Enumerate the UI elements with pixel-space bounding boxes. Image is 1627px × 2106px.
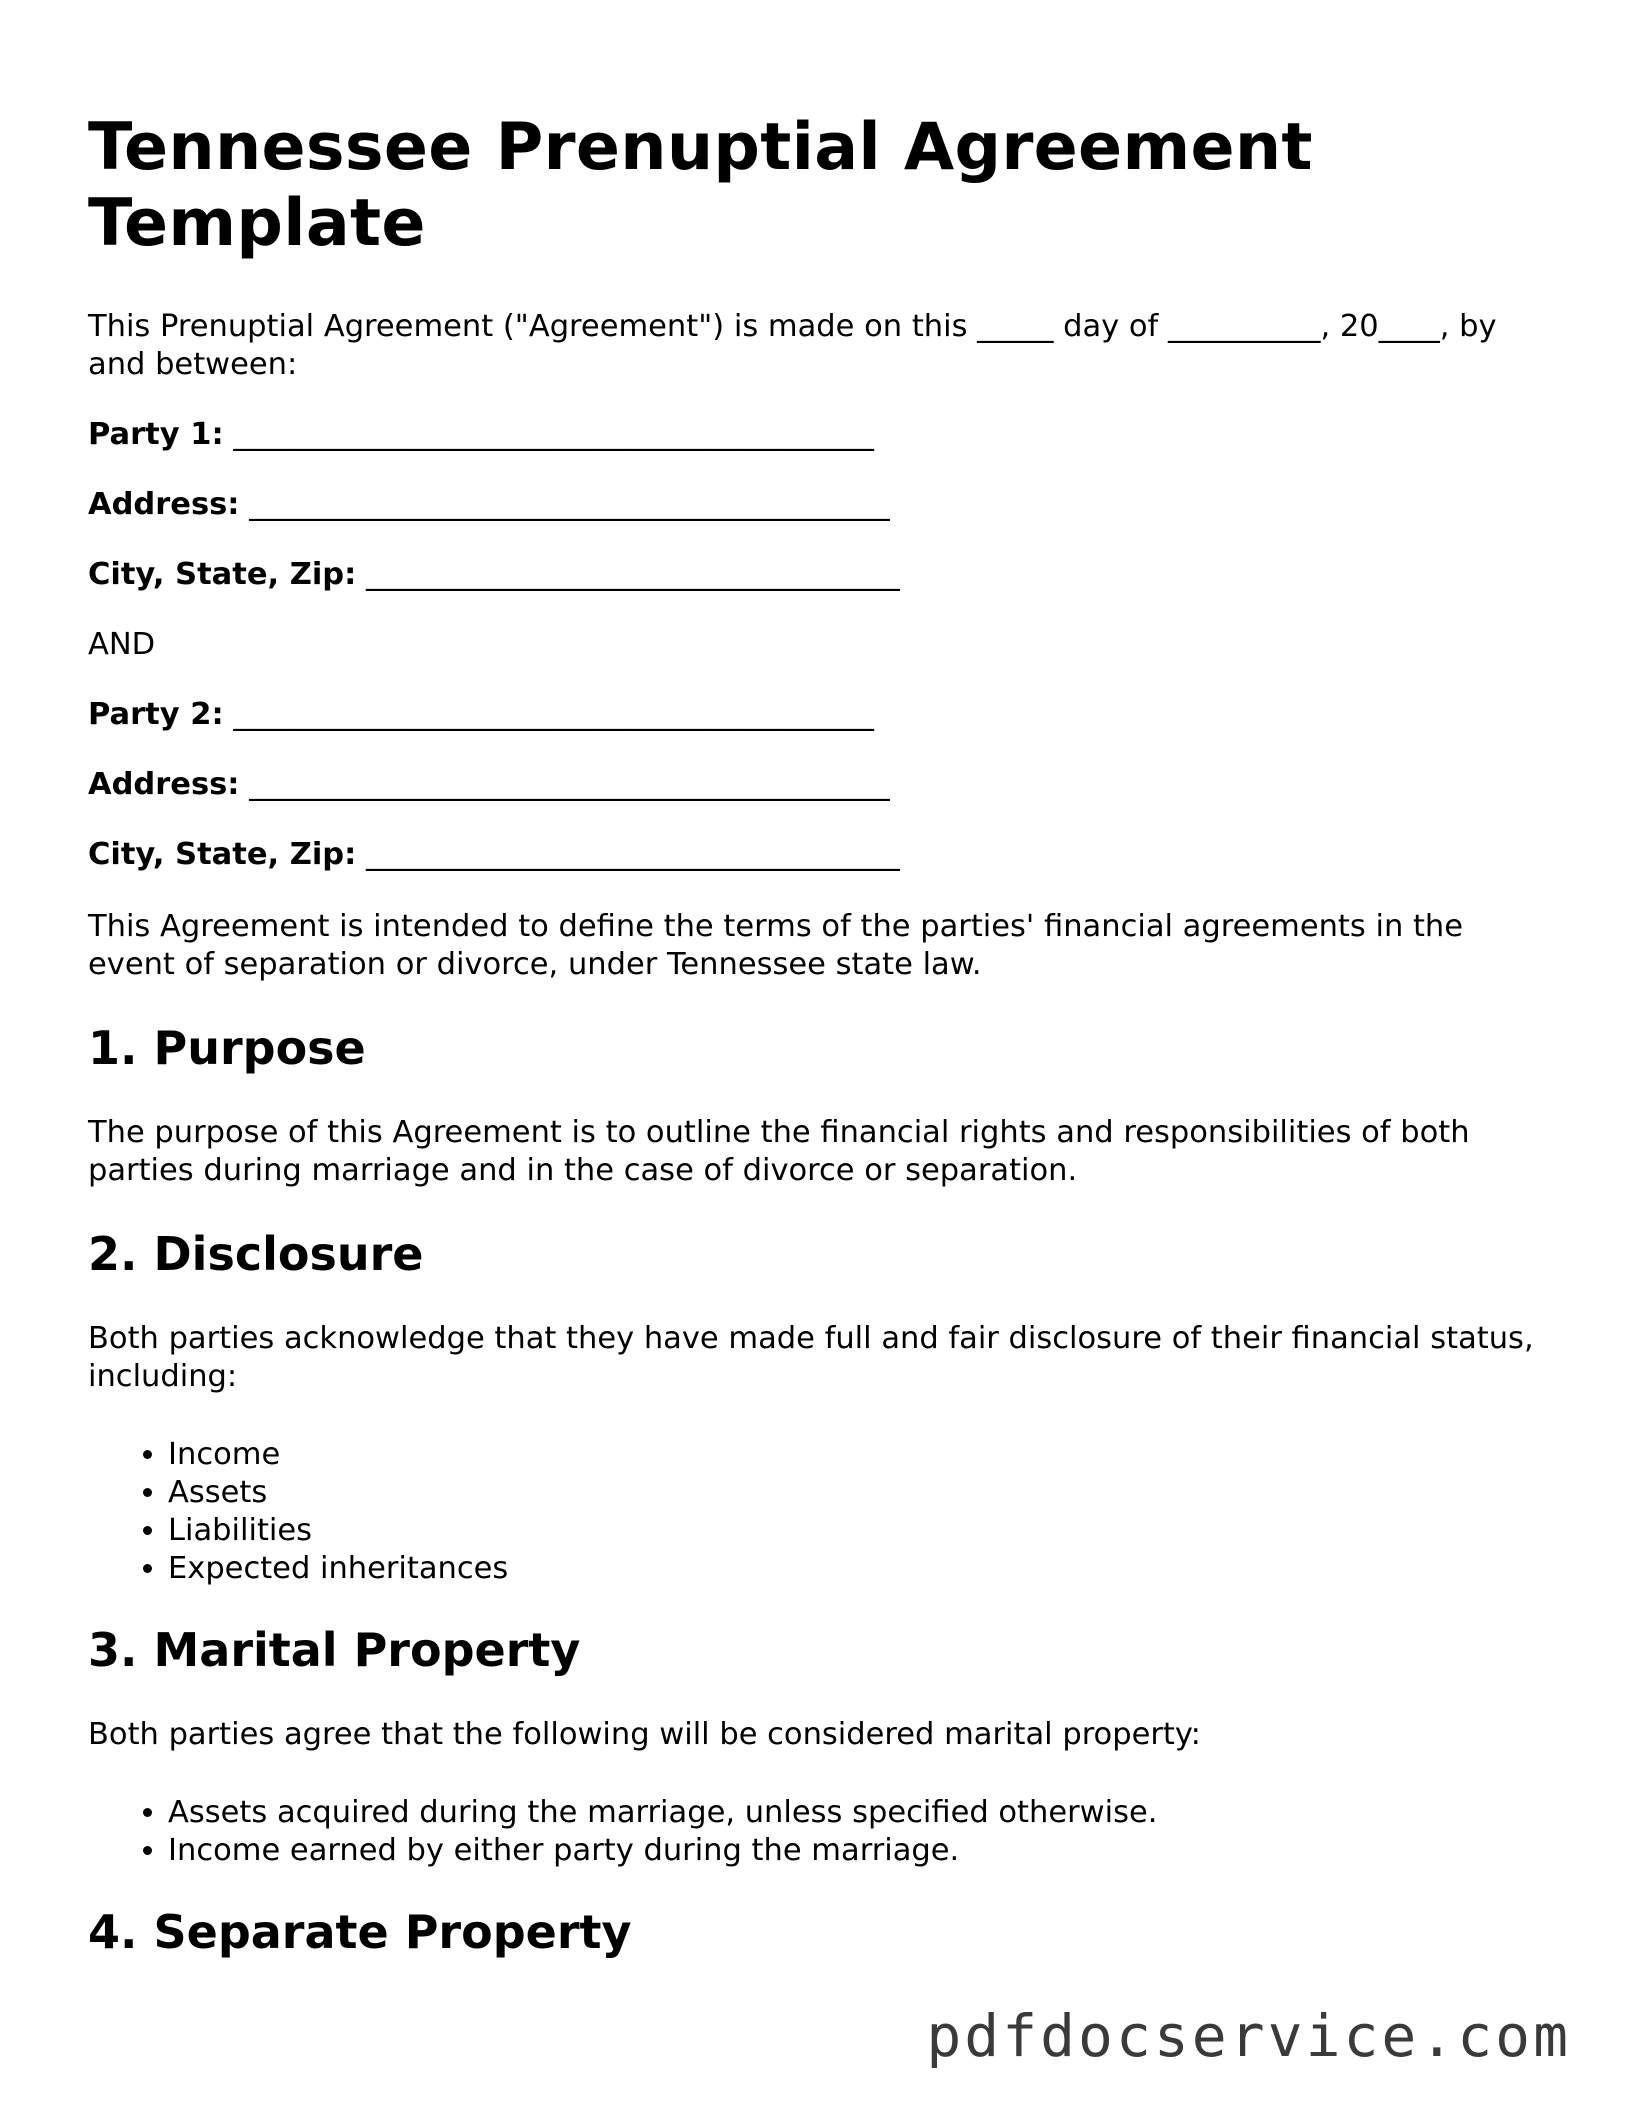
party2-address-label: Address: (88, 767, 240, 802)
list-item: • Income earned by either party during the marriage. (168, 1832, 1548, 1870)
marital-property-heading: 3. Marital Property (88, 1623, 581, 1677)
party2-name-blank: __________________________________________ (233, 697, 874, 732)
party2-address-field (88, 766, 1548, 804)
purpose-heading: 1. Purpose (88, 1021, 366, 1075)
document-title: Tennessee Prenuptial Agreement Template (88, 110, 1313, 261)
party1-name-field (88, 416, 1548, 454)
list-item: • Assets acquired during the marriage, unless specified otherwise. (168, 1794, 1548, 1832)
purpose-body: The purpose of this Agreement is to outline the financial rights and responsibilities of both parties during marriage and in the case of divorce or separation. (88, 1115, 1470, 1188)
disclosure-body: Both parties acknowledge that they have made full and fair disclosure of their financial status, including: (88, 1321, 1534, 1394)
document-page (88, 110, 1548, 1998)
party1-address-field (88, 486, 1548, 524)
party2-address-blank: __________________________________________ (249, 767, 890, 802)
party1-name-blank: __________________________________________ (233, 417, 874, 452)
party2-name-label: Party 2: (88, 697, 224, 732)
party2-city-label: City, State, Zip: (88, 837, 357, 872)
list-item: • Expected inheritances (168, 1550, 1548, 1588)
marital-property-list (88, 1794, 1548, 1870)
disclosure-list (88, 1436, 1548, 1588)
party1-address-label: Address: (88, 487, 240, 522)
list-item: • Assets (168, 1474, 1548, 1512)
party1-name-label: Party 1: (88, 417, 224, 452)
marital-property-body: Both parties agree that the following will be considered marital property: (88, 1717, 1201, 1752)
party1-city-label: City, State, Zip: (88, 557, 357, 592)
list-item: • Income (168, 1436, 1548, 1474)
party1-address-blank: __________________________________________ (249, 487, 890, 522)
disclosure-heading: 2. Disclosure (88, 1227, 424, 1281)
party2-city-field (88, 836, 1548, 874)
watermark: pdfdocservice.com (926, 2002, 1571, 2070)
party1-city-blank: ___________________________________ (366, 557, 900, 592)
intro-paragraph: This Prenuptial Agreement ("Agreement") is made on this _____ day of __________, 20____, by and between: (88, 309, 1497, 382)
and-separator: AND (88, 627, 156, 662)
party2-name-field (88, 696, 1548, 734)
party1-city-field (88, 556, 1548, 594)
separate-property-heading: 4. Separate Property (88, 1905, 632, 1959)
scope-paragraph: This Agreement is intended to define the terms of the parties' financial agreements in the event of separation or divorce, under Tennessee state law. (88, 909, 1464, 982)
list-item: • Liabilities (168, 1512, 1548, 1550)
party2-city-blank: ___________________________________ (366, 837, 900, 872)
